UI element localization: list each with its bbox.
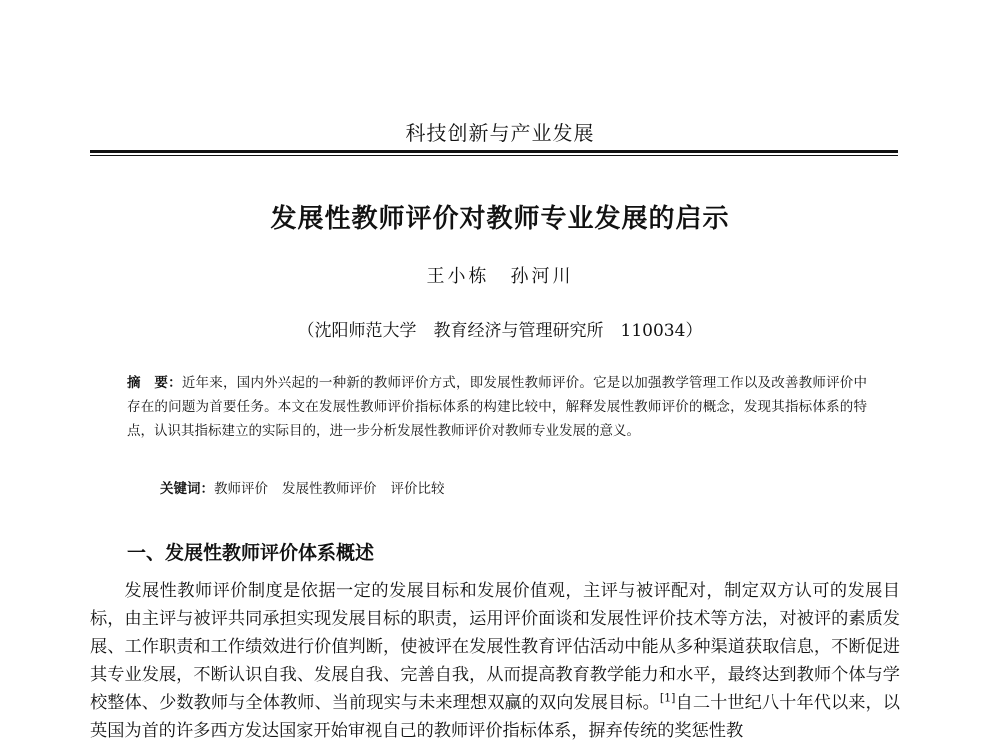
journal-section-header: 科技创新与产业发展 xyxy=(405,121,595,145)
reference-mark[interactable]: [1] xyxy=(659,691,676,705)
abstract-text: 近年来，国内外兴起的一种新的教师评价方式，即发展性教师评价。它是以加强教学管理工作以及改善教师评价中存在的问题为首要任务。本文在发展性教师评价指标体系的构建比较中，解释发展性教师评价的概念，发现其指标体系的特点，认识其指标建立的实际目的，进一步分析发展性教师评价对教师专业发展的意义。 xyxy=(127,375,868,439)
body-paragraph xyxy=(90,577,900,742)
paragraph-text-continued: 自二十世纪八十年代以来，以英国为首的许多西方发达国家开始审视自己的教师评价指标体系，摒弃传统的奖惩性教 xyxy=(90,693,900,741)
article-authors: 王小栋 孙河川 xyxy=(426,266,574,287)
header-rule-thin xyxy=(90,155,898,156)
article-title: 发展性教师评价对教师专业发展的启示 xyxy=(270,204,730,234)
keyword-item: 发展性教师评价 xyxy=(282,481,377,497)
keywords xyxy=(160,478,860,500)
header-rule-thick xyxy=(90,150,898,153)
keyword-item: 教师评价 xyxy=(214,481,268,497)
abstract xyxy=(127,371,867,443)
abstract-label: 摘 要： xyxy=(127,375,182,391)
paragraph-text: 发展性教师评价制度是依据一定的发展目标和发展价值观，主评与被评配对，制定双方认可的发展目标，由主评与被评共同承担实现发展目标的职责，运用评价面谈和发展性评价技术等方法，对被评的素质发展、工作职责和工作绩效进行价值判断，使被评在发展性教育评估活动中能从多种渠道获取信息，不断促进其专业发展，不断认识自我、发展自我、完善自我，从而提高教育教学能力和水平，最终达到教师个体与学校整体、少数教师与全体教师、当前现实与未来理想双赢的双向发展目标。 xyxy=(90,581,900,713)
article-affiliation: （沈阳师范大学 教育经济与管理研究所 110034） xyxy=(297,321,703,341)
section-heading: 一、发展性教师评价体系概述 xyxy=(127,542,375,564)
keyword-item: 评价比较 xyxy=(390,481,445,497)
keywords-label: 关键词： xyxy=(160,481,214,497)
